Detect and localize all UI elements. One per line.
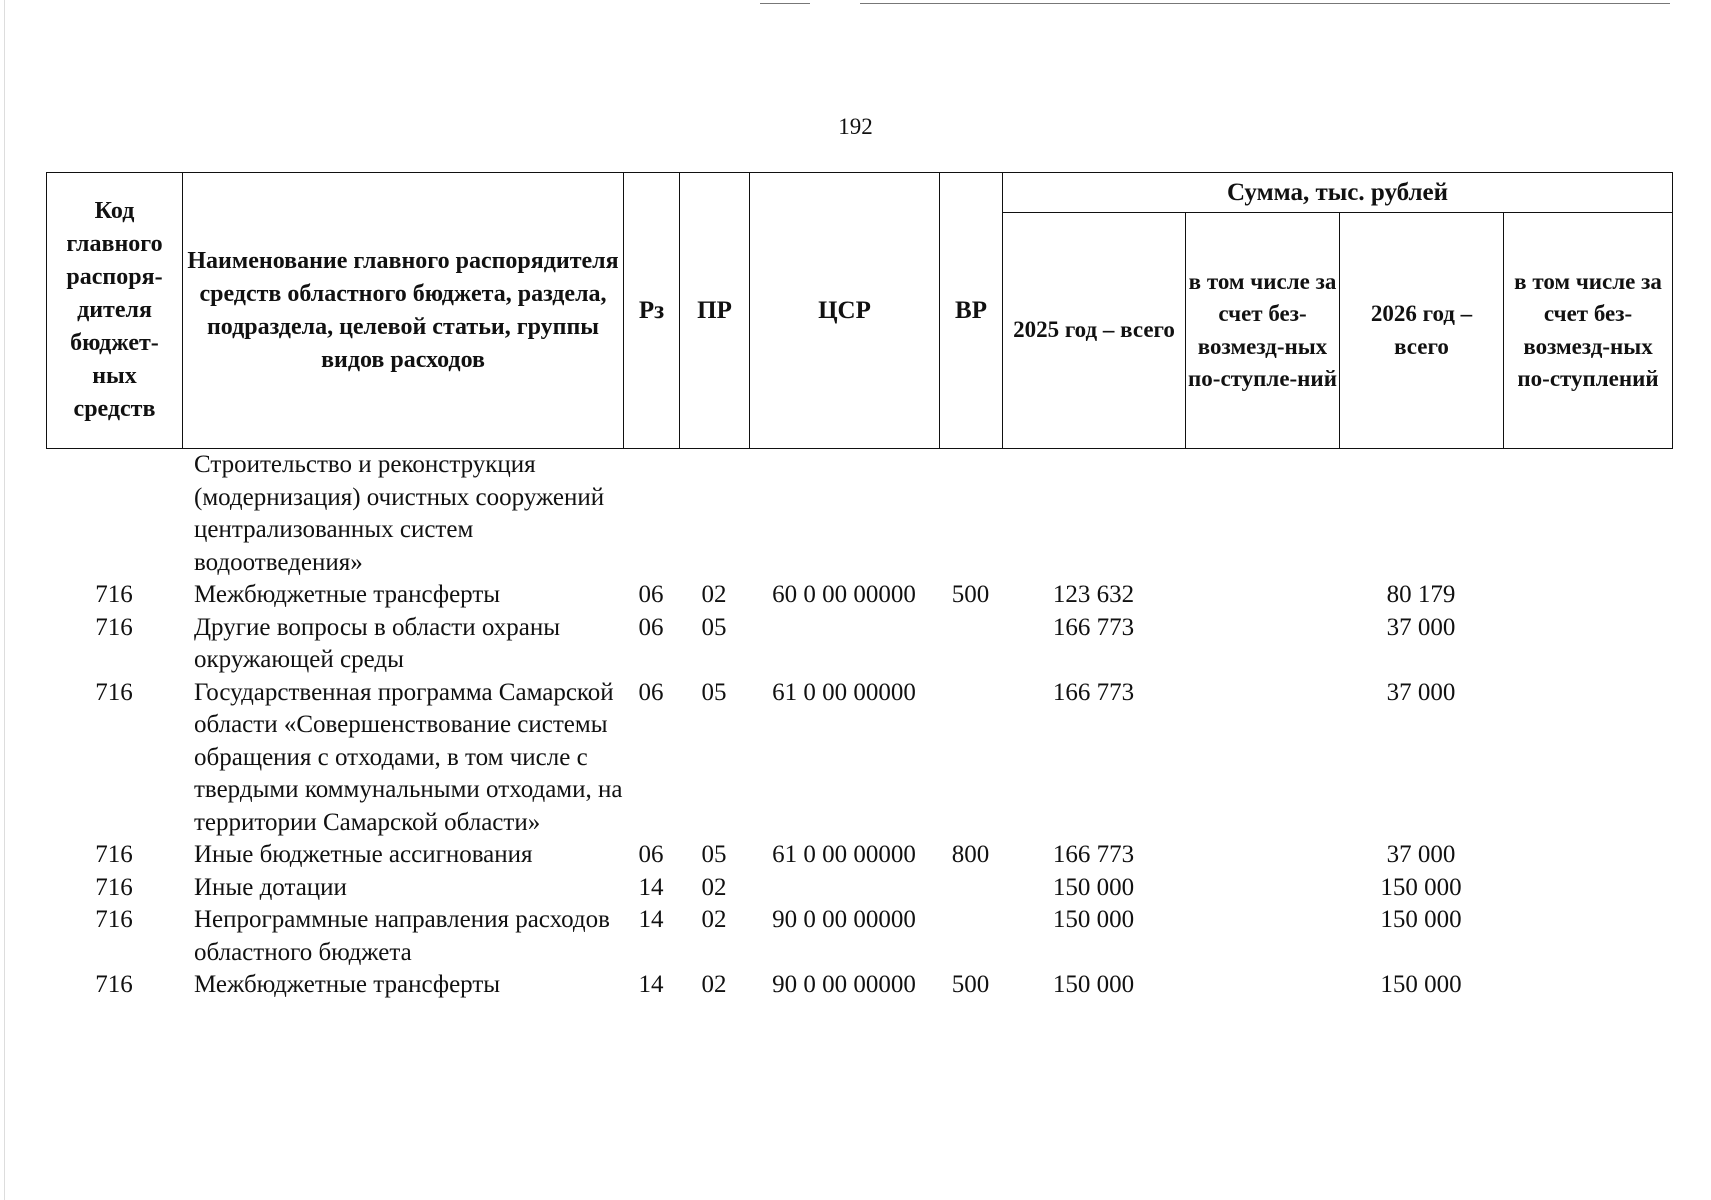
cell-name: Иные бюджетные ассигнования [194,841,533,868]
cell-name: Межбюджетные трансферты [194,971,501,998]
row-code-label: 716 [95,873,133,901]
cell-name: Другие вопросы в области охраны окружающей среды [194,613,561,673]
header-name: Наименование главного распорядителя средств областного бюджета, раздела, подраздела, целевой статьи, группы видов расходов [183,173,624,449]
page-number: 192 [838,114,873,139]
cell-2026-grants [1503,579,1672,612]
cell-2025-grants [1185,872,1339,905]
row-code-label: 716 [95,971,133,998]
cell-2026-total: 80 179 [1386,581,1456,608]
cell-name: Государственная программа Самарской области «Совершенствование системы обращения с отходами, в том числе с твердыми коммунальными отходами, на территории Самарской области» [194,678,623,836]
scan-edge [4,0,5,1200]
cell-2026-grants [1503,449,1672,579]
cell-2026-grants [1503,969,1672,1002]
header-2025-grants: в том числе за счет без-возмезд-ных по-ступле-ний [1186,213,1340,449]
cell-2025-total: 150 000 [1052,906,1135,933]
cell-pr: 02 [701,906,727,933]
cell-2026-grants [1503,839,1672,872]
cell-2025-grants [1185,612,1339,677]
cell-2026-total: 150 000 [1380,906,1462,933]
cell-pr: 05 [701,841,727,868]
cell-csr [749,612,939,677]
cell-vr: 500 [951,581,990,608]
cell-2025-grants [1185,904,1339,969]
cell-2025-total: 150 000 [1052,971,1135,998]
table-row [46,449,1672,579]
header-2026-total: 2026 год – всего [1340,213,1504,449]
cell-rz: 06 [638,678,664,706]
cell-pr: 05 [701,613,727,641]
cell-name: Строительство и реконструкция (модернизация) очистных сооружений централизованных систем водоотведения» [194,451,605,576]
cell-vr [939,904,1002,969]
header-pr: ПР [680,173,750,449]
cell-2026-total: 37 000 [1386,841,1456,868]
cell-rz: 14 [638,873,664,901]
cell-2025-total: 150 000 [1052,873,1135,901]
cell-2025-grants [1185,449,1339,579]
cell-2026-grants [1503,872,1672,905]
header-rz: Рз [624,173,680,449]
cell-2025-grants [1185,969,1339,1002]
cell-2025-total: 123 632 [1052,581,1135,608]
cell-rz: 06 [638,841,664,868]
cell-rz: 06 [638,581,664,608]
row-code-label: 716 [95,581,133,608]
cell-2026-total: 37 000 [1386,613,1456,641]
cell-csr [749,872,939,905]
header-csr: ЦСР [750,173,940,449]
row-code-label: 716 [95,906,133,933]
header-2025-total: 2025 год – всего [1003,213,1186,449]
row-code-label: 716 [95,613,133,641]
cell-vr: 500 [951,971,990,998]
table-row [46,579,1672,612]
cell-vr [939,449,1002,579]
cell-csr: 90 0 00 00000 [772,906,916,933]
cell-vr: 800 [951,841,990,868]
row-code-label: 716 [95,841,133,868]
cell-pr: 02 [701,971,727,998]
cell-csr: 60 0 00 00000 [772,581,916,608]
scan-artifact-line [760,3,810,4]
cell-vr [939,872,1002,905]
cell-name: Непрограммные направления расходов областного бюджета [194,906,610,966]
row-code-label: 716 [95,678,133,706]
cell-2025-total: 166 773 [1052,613,1135,641]
cell-2026-total: 150 000 [1380,873,1462,901]
cell-vr [939,612,1002,677]
cell-rz: 06 [638,613,664,641]
cell-rz: 14 [638,906,664,933]
cell-csr: 61 0 00 00000 [772,841,916,868]
cell-name: Иные дотации [194,873,347,901]
cell-2025-total: 166 773 [1052,841,1135,868]
cell-2026-total: 150 000 [1380,971,1462,998]
cell-rz: 14 [638,971,664,998]
cell-2025-total [1002,449,1185,579]
table-row [46,872,1672,905]
cell-vr [939,677,1002,840]
cell-csr: 90 0 00 00000 [772,971,916,998]
header-2026-grants: в том числе за счет без-возмезд-ных по-ступлений [1504,213,1673,449]
scan-artifact-line [860,3,1670,4]
table-body [46,449,1672,1002]
cell-pr: 02 [701,873,727,901]
cell-pr [679,449,749,579]
table-row [46,677,1672,840]
table-row [46,969,1672,1002]
cell-2026-grants [1503,677,1672,840]
cell-csr: 61 0 00 00000 [772,678,916,706]
cell-2025-grants [1185,677,1339,840]
cell-2026-total [1339,449,1503,579]
cell-2026-grants [1503,904,1672,969]
table-row [46,839,1672,872]
cell-2026-total: 37 000 [1386,678,1456,706]
table-row [46,612,1672,677]
table-header [46,172,1673,449]
header-sum-group: Сумма, тыс. рублей [1003,173,1673,213]
cell-rz [623,449,679,579]
cell-name: Межбюджетные трансферты [194,581,501,608]
table-row [46,904,1672,969]
cell-2026-grants [1503,612,1672,677]
cell-2025-grants [1185,579,1339,612]
cell-csr [749,449,939,579]
cell-pr: 02 [701,581,727,608]
header-vr: ВР [940,173,1003,449]
cell-pr: 05 [701,678,727,706]
cell-2025-grants [1185,839,1339,872]
header-code: Код главного распоря-дителя бюджет-ных средств [47,173,183,449]
cell-2025-total: 166 773 [1052,678,1135,706]
